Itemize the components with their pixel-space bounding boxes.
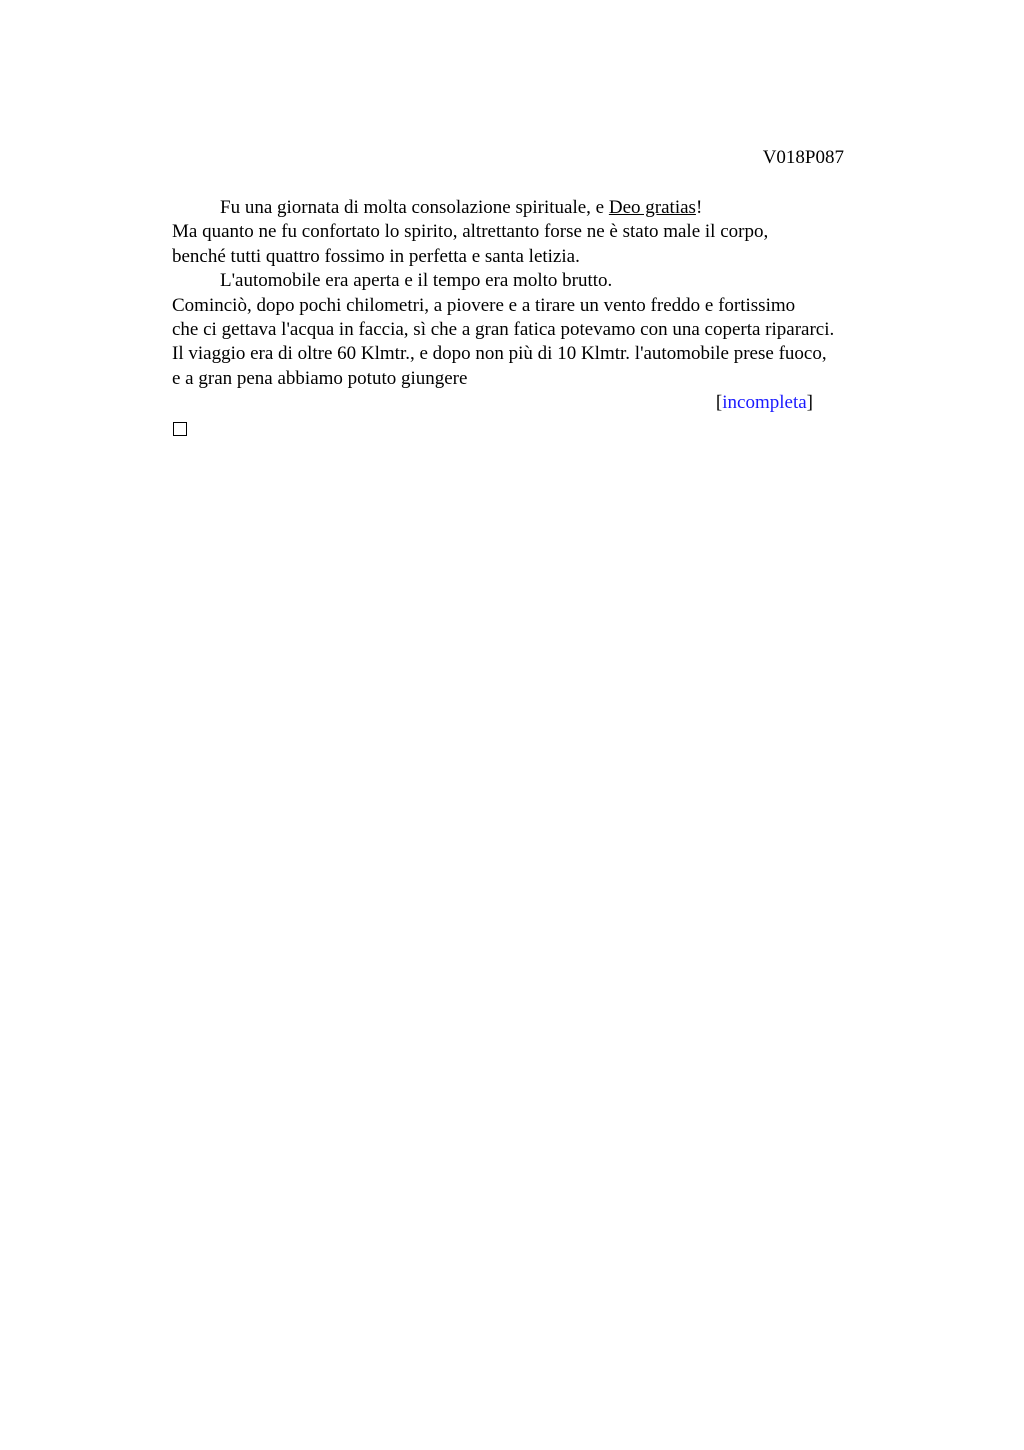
- empty-box-icon: [173, 422, 187, 436]
- note-bracket-close: ]: [806, 392, 813, 414]
- text-line-3: benché tutti quattro fossimo in perfetta e santa letizia.: [172, 245, 580, 267]
- text-line-1: [172, 196, 902, 220]
- body-text: [172, 196, 902, 436]
- deo-gratias-phrase: Deo gratias: [608, 197, 696, 218]
- text-line-4: L'automobile era aperta e il tempo era molto brutto.: [220, 270, 613, 292]
- note-bracket-open: [: [715, 392, 723, 414]
- text-line-8: e a gran pena abbiamo potuto giungere: [172, 367, 468, 389]
- text-line-6: che ci gettava l'acqua in faccia, sì che a gran fatica potevamo con una coperta ripararci.: [172, 319, 835, 341]
- text-line-7: Il viaggio era di oltre 60 Klmtr., e dopo non più di 10 Klmtr. l'automobile prese fuoco,: [172, 343, 827, 365]
- text-line-5: Cominciò, dopo pochi chilometri, a piovere e a tirare un vento freddo e fortissimo: [172, 294, 796, 316]
- incomplete-link[interactable]: incompleta: [722, 392, 807, 414]
- page-id: V018P087: [762, 147, 844, 168]
- text-line-1-post: !: [695, 197, 703, 218]
- text-line-1-pre: Fu una giornata di molta consolazione spirituale, e: [220, 197, 609, 218]
- incomplete-note: [172, 391, 902, 415]
- text-line-2: Ma quanto ne fu confortato lo spirito, altrettanto forse ne è stato male il corpo,: [172, 221, 769, 243]
